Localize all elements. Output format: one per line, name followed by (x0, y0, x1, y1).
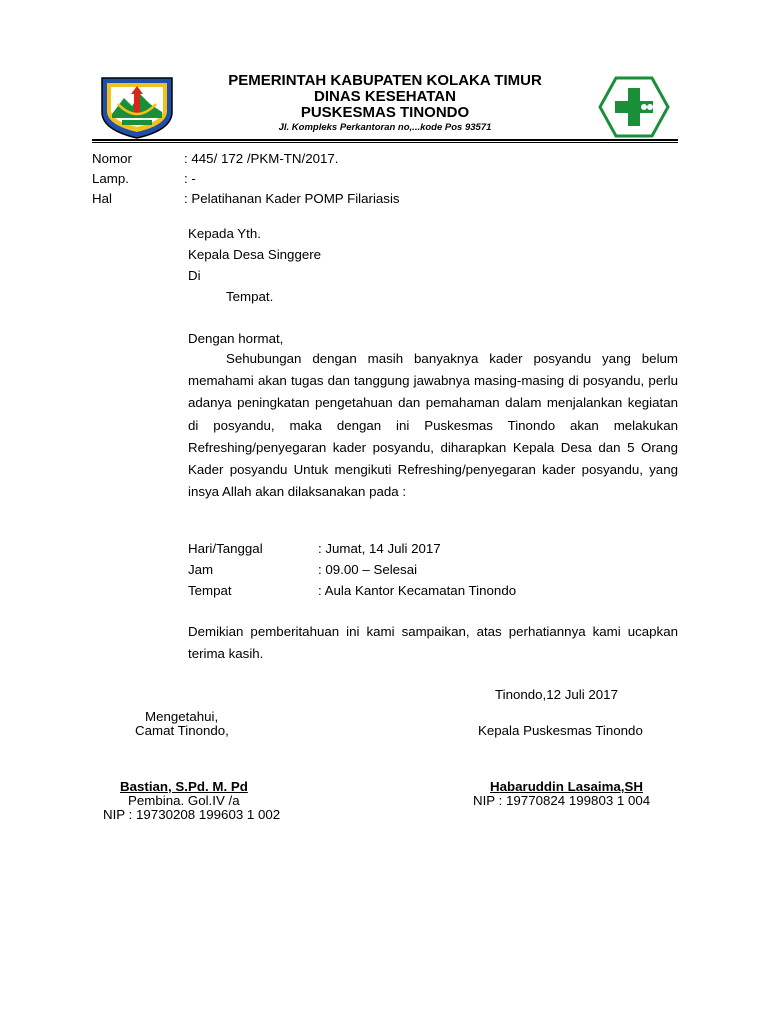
meta-label-hal: Hal (92, 191, 112, 206)
schedule-value-time: : 09.00 – Selesai (318, 562, 418, 577)
closing-paragraph: Demikian pemberitahuan ini kami sampaikan, atas perhatiannya kami ucapkan terima kasih. (188, 624, 678, 662)
letterhead-rule (92, 139, 678, 141)
meta-label-lamp: Lamp. (92, 171, 129, 186)
greeting: Dengan hormat, (188, 331, 284, 346)
letterhead-line-2: DINAS KESEHATAN (314, 88, 456, 105)
meta-value-hal: : Pelatihanan Kader POMP Filariasis (184, 191, 400, 206)
letterhead-line-1: PEMERINTAH KABUPATEN KOLAKA TIMUR (228, 72, 542, 89)
recipient-line-4: Tempat. (226, 289, 274, 304)
regency-emblem-icon (98, 74, 176, 140)
letterhead-line-3: PUSKESMAS TINONDO (300, 104, 470, 121)
recipient-line-3: Di (188, 268, 201, 283)
puskesmas-cross-icon (598, 76, 670, 138)
recipient-line-1: Kepada Yth. (188, 226, 261, 241)
signature-right-name: Habaruddin Lasaima,SH (490, 779, 643, 794)
signature-left-line-2: Camat Tinondo, (135, 723, 229, 738)
signature-left-nip: NIP : 19730208 199603 1 002 (103, 807, 281, 822)
place-date: Tinondo,12 Juli 2017 (495, 687, 618, 702)
letterhead-rule-thin (92, 142, 678, 143)
signature-right-nip: NIP : 19770824 199803 1 004 (473, 793, 651, 808)
signature-left-name: Bastian, S.Pd. M. Pd (120, 779, 248, 794)
signature-left-rank: Pembina. Gol.IV /a (128, 793, 240, 808)
schedule-label-time: Jam (188, 562, 214, 577)
signature-right-title: Kepala Puskesmas Tinondo (478, 723, 643, 738)
signature-left-line-1: Mengetahui, (145, 709, 219, 724)
meta-value-nomor: : 445/ 172 /PKM-TN/2017. (184, 151, 339, 166)
schedule-label-place: Tempat (188, 583, 232, 598)
body-paragraph: Sehubungan dengan masih banyaknya kader posyandu yang belum memahami akan tugas dan tanggung jawabnya masing-masing di posyandu, perlu adanya peningkatan pengetahuan dan pemahaman dalam menjalankan kegiatan di posyandu, maka dengan ini Puskesmas Tinondo akan melakukan Refreshing/penyegaran kader posyandu, diharapkan Kepala Desa dan 5 Orang Kader posyandu Untuk mengikuti Refreshing/penyegaran kader posyandu, yang insya Allah akan dilaksanakan pada : (188, 351, 678, 500)
recipient-line-2: Kepala Desa Singgere (188, 247, 322, 262)
schedule-label-date: Hari/Tanggal (188, 541, 263, 556)
schedule-value-place: : Aula Kantor Kecamatan Tinondo (318, 583, 517, 598)
meta-value-lamp: : - (184, 171, 196, 186)
schedule-value-date: : Jumat, 14 Juli 2017 (318, 541, 441, 556)
letterhead-address: Jl. Kompleks Perkantoran no,...kode Pos 93571 (278, 122, 492, 133)
meta-label-nomor: Nomor (92, 151, 132, 166)
